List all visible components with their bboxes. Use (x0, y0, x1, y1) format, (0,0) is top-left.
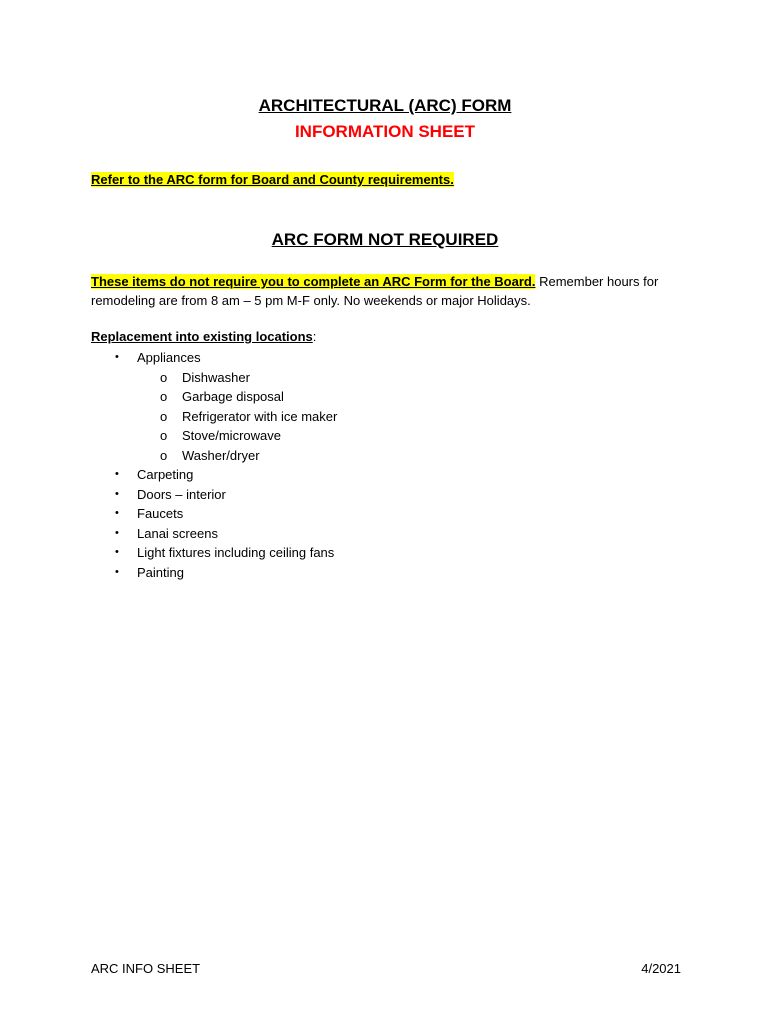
list-item (91, 543, 337, 563)
list-item (91, 348, 337, 465)
section-heading: ARC FORM NOT REQUIRED (271, 230, 499, 249)
list-item-label: Carpeting (137, 467, 194, 482)
paragraph-rest: Remember hours for remodeling are from 8 am – 5 pm M-F only. No weekends or major Holidays. (91, 274, 659, 308)
circle-bullet-icon: o (160, 369, 168, 385)
circle-bullet-icon: o (160, 389, 168, 404)
bullet-icon: • (115, 487, 119, 500)
bullet-icon: • (115, 546, 119, 558)
sub-list-item-label: Stove/microwave (182, 428, 281, 443)
circle-bullet-icon: o (160, 408, 168, 424)
circle-bullet-icon: o (160, 428, 168, 443)
list-item-label: Appliances (137, 350, 201, 365)
sub-list-item (137, 426, 337, 446)
refer-note (91, 172, 454, 187)
sub-list-item (137, 446, 337, 466)
footer-date: 4/2021 (641, 961, 681, 976)
bullet-icon: • (115, 526, 119, 539)
sub-list-item (137, 407, 337, 427)
paragraph-lead: These items do not require you to complete an ARC Form for the Board. (91, 274, 536, 289)
sub-list-item-label: Dishwasher (182, 369, 250, 385)
list-heading-text: Replacement into existing locations (91, 329, 313, 344)
replacement-list (91, 348, 337, 582)
list-item (91, 524, 337, 544)
list-heading (91, 329, 316, 344)
bullet-icon: • (115, 468, 119, 480)
list-item-label: Doors – interior (137, 486, 226, 502)
list-item (91, 485, 337, 505)
sub-list (137, 368, 337, 466)
document-subtitle: INFORMATION SHEET (294, 122, 476, 141)
footer-label: ARC INFO SHEET (91, 961, 201, 976)
document-title: ARCHITECTURAL (ARC) FORM (258, 96, 512, 115)
sub-list-item (137, 368, 337, 388)
list-item-label: Light fixtures including ceiling fans (137, 545, 335, 560)
list-heading-suffix: : (312, 329, 317, 344)
sub-list-item (137, 387, 337, 407)
list-item (91, 504, 337, 524)
list-item-label: Faucets (137, 506, 184, 521)
list-item (91, 465, 337, 485)
sub-list-item-label: Refrigerator with ice maker (182, 408, 338, 424)
sub-list-item-label: Garbage disposal (182, 389, 284, 404)
bullet-icon: • (115, 507, 119, 519)
section-paragraph (91, 272, 691, 310)
bullet-icon: • (115, 351, 119, 363)
list-item-label: Painting (137, 564, 184, 580)
circle-bullet-icon: o (160, 447, 168, 463)
sub-list-item-label: Washer/dryer (182, 447, 260, 463)
bullet-icon: • (115, 565, 119, 578)
list-item (91, 563, 337, 583)
refer-note-text: Refer to the ARC form for Board and County requirements. (91, 172, 454, 187)
list-item-label: Lanai screens (137, 525, 218, 541)
